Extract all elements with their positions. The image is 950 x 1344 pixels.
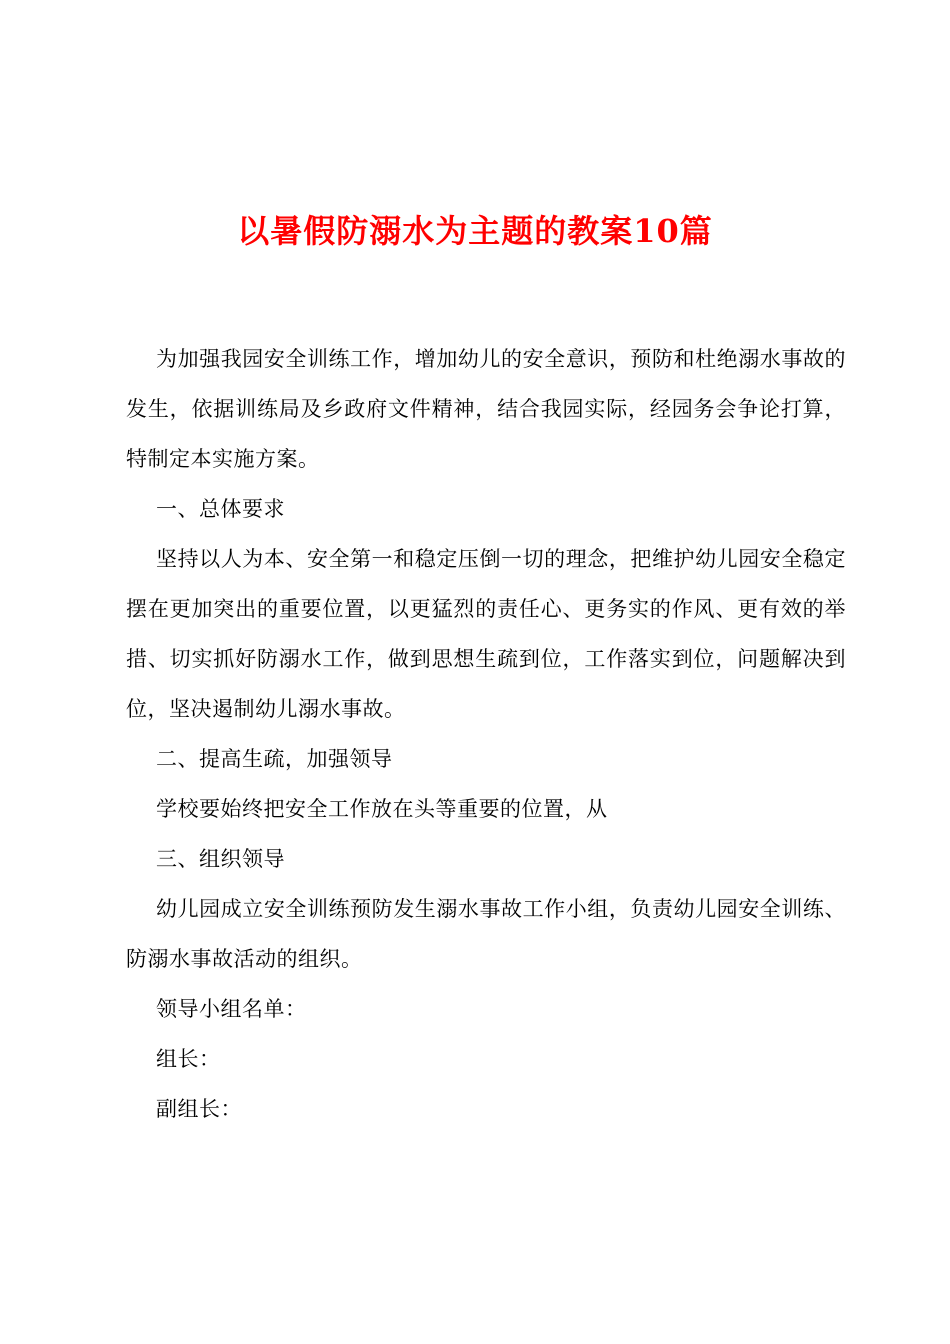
document-body xyxy=(126,334,846,1134)
group-list-label: 领导小组名单： xyxy=(156,997,307,1021)
section-heading-general-requirements: 一、总体要求 xyxy=(156,497,285,521)
deputy-leader-label: 副组长： xyxy=(156,1097,242,1121)
organization-paragraph: 幼儿园成立安全训练预防发生溺水事故工作小组，负责幼儿园安全训练、防溺水事故活动的组织。 xyxy=(126,897,846,971)
intro-paragraph: 为加强我园安全训练工作，增加幼儿的安全意识，预防和杜绝溺水事故的发生，依据训练局及乡政府文件精神，结合我园实际，经园务会争论打算，特制定本实施方案。 xyxy=(126,347,846,471)
document-title: 以暑假防溺水为主题的教案10篇 xyxy=(237,212,713,250)
general-requirements-paragraph: 坚持以人为本、安全第一和稳定压倒一切的理念，把维护幼儿园安全稳定摆在更加突出的重要位置，以更猛烈的责任心、更务实的作风、更有效的举措、切实抓好防溺水工作，做到思想生疏到位，工作落实到位，问题解决到位，坚决遏制幼儿溺水事故。 xyxy=(126,547,846,721)
section-heading-leadership: 二、提高生疏，加强领导 xyxy=(156,747,393,771)
section-heading-organization: 三、组织领导 xyxy=(156,847,285,871)
group-leader-label: 组长： xyxy=(156,1047,221,1071)
leadership-paragraph: 学校要始终把安全工作放在头等重要的位置，从 xyxy=(156,797,608,821)
